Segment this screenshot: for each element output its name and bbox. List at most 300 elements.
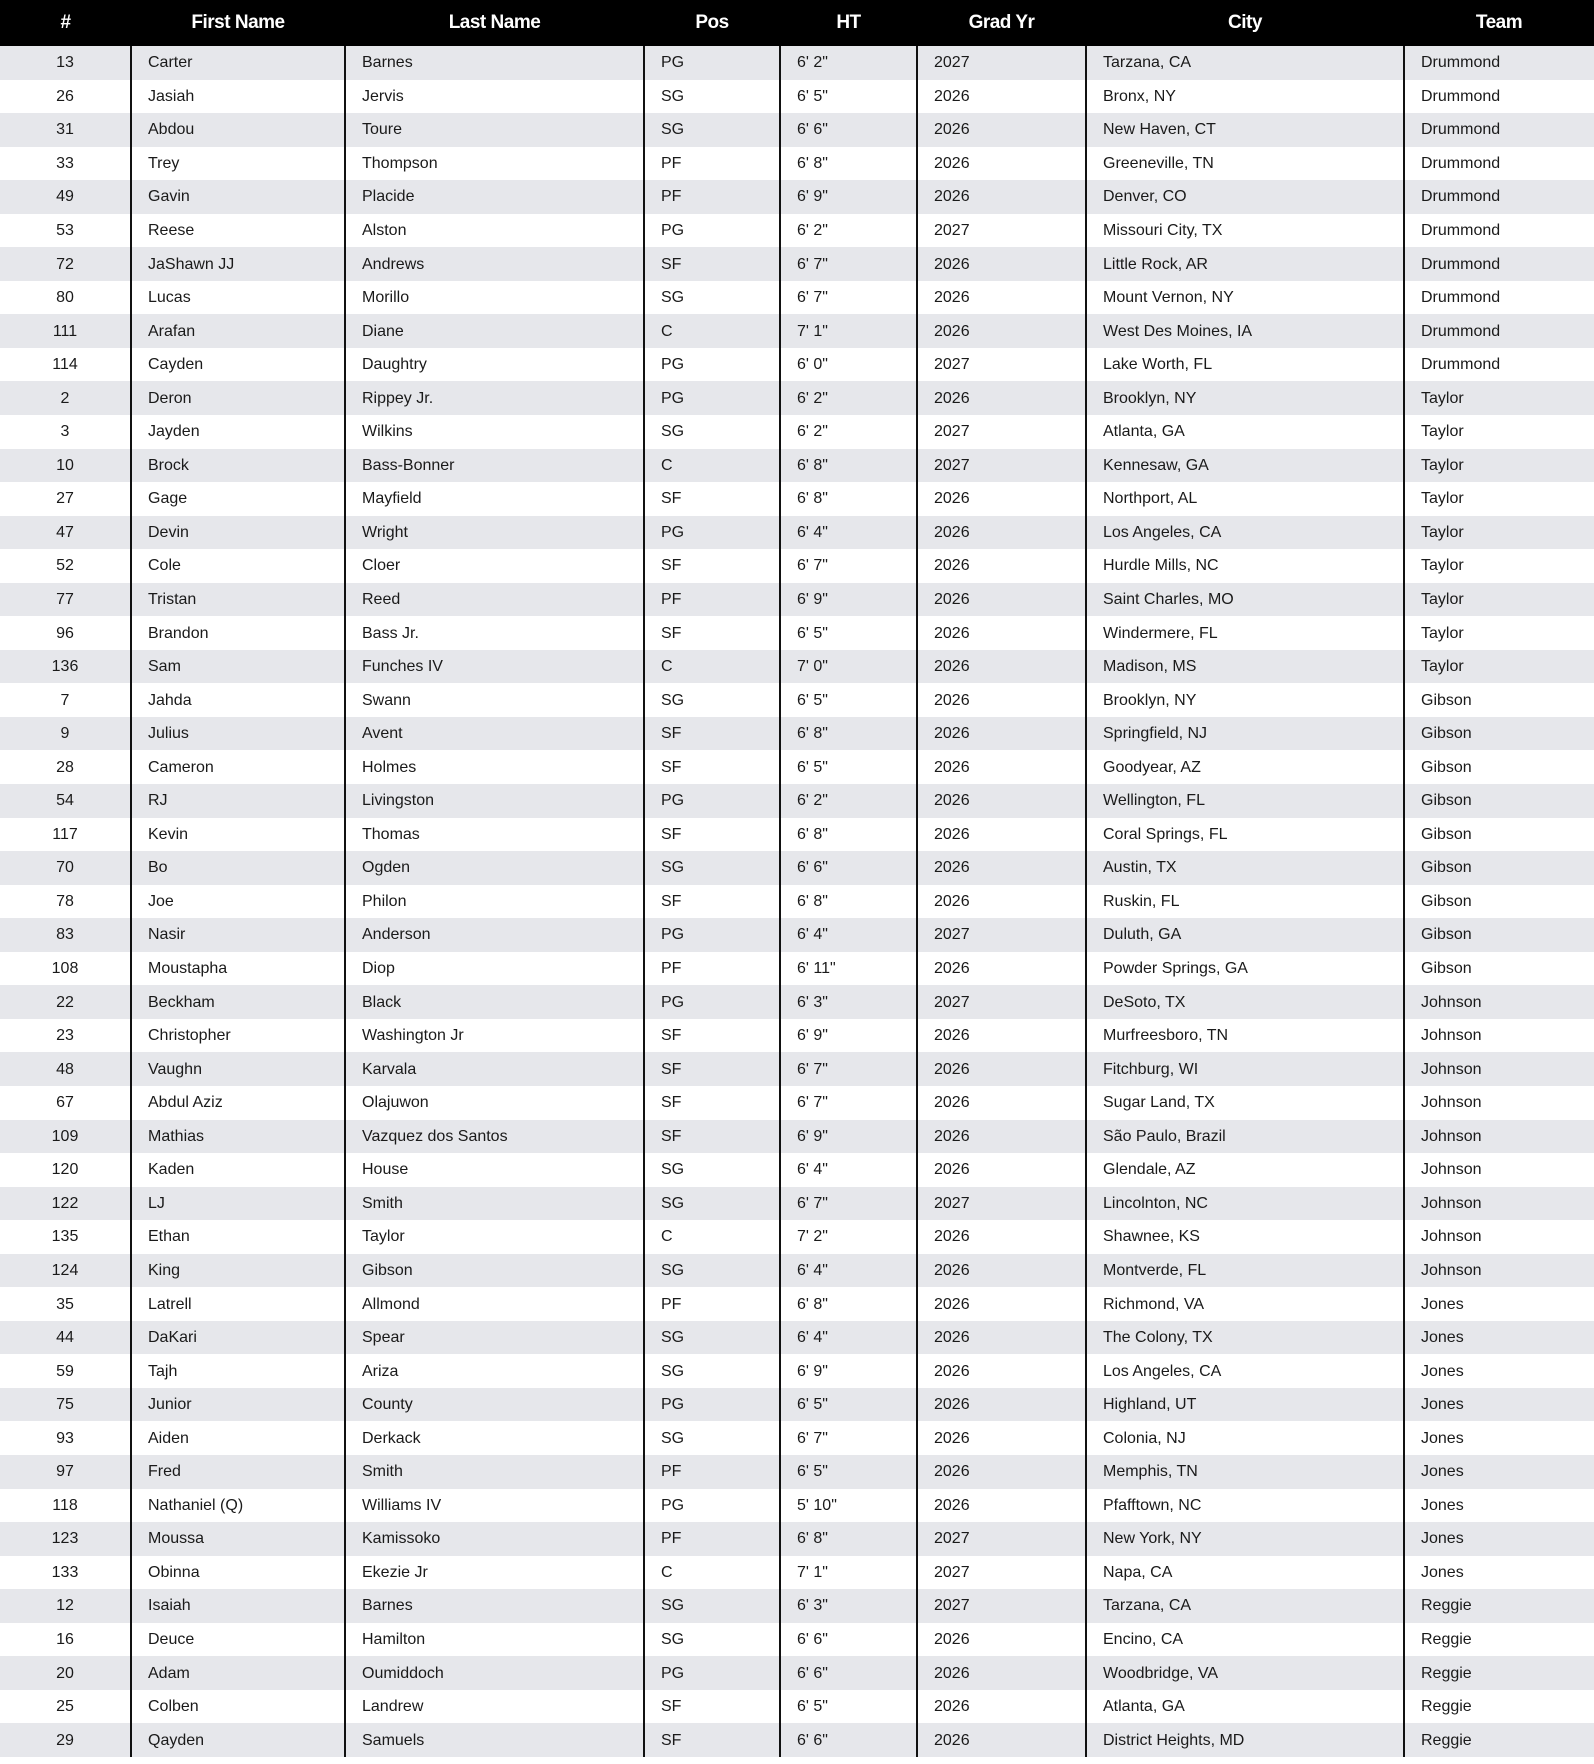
cell-first-name: Nathaniel (Q) [131, 1489, 345, 1523]
cell-city: Sugar Land, TX [1086, 1086, 1404, 1120]
cell-city: Northport, AL [1086, 482, 1404, 516]
cell-first-name: Jahda [131, 683, 345, 717]
cell-height: 6' 9" [780, 583, 917, 617]
cell-city: Missouri City, TX [1086, 214, 1404, 248]
cell-grad-year: 2026 [917, 1354, 1086, 1388]
cell-team: Taylor [1421, 557, 1464, 575]
cell-first-name: Gavin [131, 180, 345, 214]
table-row [0, 1153, 1594, 1187]
cell-grad-year: 2026 [917, 147, 1086, 181]
cell-position: SG [644, 415, 780, 449]
cell-grad-year: 2027 [917, 1589, 1086, 1623]
cell-team: Gibson [1421, 792, 1472, 810]
cell-team: Johnson [1421, 1127, 1482, 1145]
cell-city: Powder Springs, GA [1086, 952, 1404, 986]
cell-grad-year: 2026 [917, 1254, 1086, 1288]
cell-city: Brooklyn, NY [1086, 683, 1404, 717]
cell-position: SG [644, 1589, 780, 1623]
cell-team: Taylor [1421, 523, 1464, 541]
cell-height: 6' 8" [780, 885, 917, 919]
cell-city: Mount Vernon, NY [1086, 281, 1404, 315]
cell-grad-year: 2027 [917, 1556, 1086, 1590]
cell-city: Saint Charles, MO [1086, 583, 1404, 617]
cell-position: PG [644, 46, 780, 80]
cell-number: 35 [0, 1287, 131, 1321]
cell-last-name: Barnes [345, 46, 644, 80]
cell-last-name: Samuels [345, 1723, 644, 1757]
cell-team: Gibson [1421, 892, 1472, 910]
cell-team: Drummond [1421, 289, 1501, 307]
cell-team: Taylor [1421, 490, 1464, 508]
cell-first-name: Joe [131, 885, 345, 919]
table-row [0, 851, 1594, 885]
cell-number: 133 [0, 1556, 131, 1590]
cell-height: 6' 4" [780, 1153, 917, 1187]
table-row [0, 1421, 1594, 1455]
cell-last-name: Thomas [345, 818, 644, 852]
cell-position: SF [644, 1019, 780, 1053]
cell-number: 135 [0, 1220, 131, 1254]
header-last-name[interactable]: Last Name [448, 12, 541, 33]
cell-grad-year: 2026 [917, 113, 1086, 147]
cell-height: 6' 5" [780, 616, 917, 650]
cell-position: SG [644, 1354, 780, 1388]
cell-city: Springfield, NJ [1086, 717, 1404, 751]
cell-last-name: Vazquez dos Santos [345, 1120, 644, 1154]
cell-team: Reggie [1421, 1698, 1472, 1716]
cell-position: SF [644, 549, 780, 583]
cell-height: 6' 4" [780, 918, 917, 952]
cell-team: Johnson [1421, 1027, 1482, 1045]
cell-team: Drummond [1421, 356, 1501, 374]
cell-city: Woodbridge, VA [1086, 1656, 1404, 1690]
cell-position: PF [644, 180, 780, 214]
cell-last-name: Andrews [345, 247, 644, 281]
cell-last-name: Diop [345, 952, 644, 986]
cell-height: 6' 7" [780, 1421, 917, 1455]
cell-grad-year: 2026 [917, 1287, 1086, 1321]
cell-team: Jones [1421, 1530, 1464, 1548]
cell-last-name: Placide [345, 180, 644, 214]
cell-team: Jones [1421, 1362, 1464, 1380]
cell-height: 7' 2" [780, 1220, 917, 1254]
cell-position: SG [644, 1153, 780, 1187]
cell-first-name: Beckham [131, 985, 345, 1019]
cell-city: New Haven, CT [1086, 113, 1404, 147]
cell-team: Drummond [1421, 154, 1501, 172]
cell-position: PG [644, 918, 780, 952]
cell-last-name: House [345, 1153, 644, 1187]
cell-city: São Paulo, Brazil [1086, 1120, 1404, 1154]
cell-team: Johnson [1421, 1194, 1482, 1212]
cell-last-name: Alston [345, 214, 644, 248]
cell-city: Wellington, FL [1086, 784, 1404, 818]
cell-team: Taylor [1421, 658, 1464, 676]
cell-height: 6' 11" [780, 952, 917, 986]
cell-city: Lincolnton, NC [1086, 1187, 1404, 1221]
table-row [0, 1052, 1594, 1086]
cell-number: 9 [0, 717, 131, 751]
cell-position: SF [644, 885, 780, 919]
cell-number: 59 [0, 1354, 131, 1388]
roster-body [0, 46, 1594, 1757]
cell-team: Jones [1421, 1496, 1464, 1514]
cell-grad-year: 2026 [917, 1623, 1086, 1657]
header-first-name[interactable]: First Name [191, 12, 285, 33]
cell-number: 3 [0, 415, 131, 449]
cell-last-name: Ariza [345, 1354, 644, 1388]
cell-grad-year: 2026 [917, 1120, 1086, 1154]
cell-number: 80 [0, 281, 131, 315]
table-row [0, 516, 1594, 550]
cell-last-name: Daughtry [345, 348, 644, 382]
cell-first-name: Fred [131, 1455, 345, 1489]
cell-team: Taylor [1421, 624, 1464, 642]
cell-grad-year: 2026 [917, 180, 1086, 214]
cell-grad-year: 2026 [917, 616, 1086, 650]
cell-number: 118 [0, 1489, 131, 1523]
cell-last-name: Rippey Jr. [345, 381, 644, 415]
cell-position: PG [644, 1388, 780, 1422]
table-row [0, 1556, 1594, 1590]
cell-last-name: Holmes [345, 750, 644, 784]
cell-number: 124 [0, 1254, 131, 1288]
cell-number: 123 [0, 1522, 131, 1556]
cell-last-name: Ekezie Jr [345, 1556, 644, 1590]
table-row [0, 985, 1594, 1019]
cell-grad-year: 2026 [917, 1086, 1086, 1120]
cell-last-name: Reed [345, 583, 644, 617]
cell-team: Drummond [1421, 222, 1501, 239]
table-row [0, 281, 1594, 315]
cell-number: 120 [0, 1153, 131, 1187]
cell-first-name: Moustapha [131, 952, 345, 986]
cell-number: 114 [0, 348, 131, 382]
cell-number: 78 [0, 885, 131, 919]
cell-number: 47 [0, 516, 131, 550]
cell-number: 117 [0, 818, 131, 852]
cell-number: 122 [0, 1187, 131, 1221]
cell-last-name: Landrew [345, 1690, 644, 1724]
table-row [0, 449, 1594, 483]
cell-first-name: Ethan [131, 1220, 345, 1254]
cell-position: SG [644, 1421, 780, 1455]
table-row [0, 147, 1594, 181]
cell-number: 97 [0, 1455, 131, 1489]
table-row [0, 1589, 1594, 1623]
cell-position: PG [644, 1489, 780, 1523]
table-row [0, 784, 1594, 818]
cell-team: Johnson [1421, 1094, 1482, 1112]
cell-grad-year: 2026 [917, 818, 1086, 852]
cell-position: PF [644, 1455, 780, 1489]
cell-position: SF [644, 616, 780, 650]
cell-first-name: Tristan [131, 583, 345, 617]
cell-position: SG [644, 281, 780, 315]
cell-number: 10 [0, 449, 131, 483]
cell-city: Austin, TX [1086, 851, 1404, 885]
cell-grad-year: 2026 [917, 1489, 1086, 1523]
cell-last-name: Jervis [345, 80, 644, 114]
cell-grad-year: 2026 [917, 885, 1086, 919]
table-row [0, 381, 1594, 415]
cell-height: 6' 7" [780, 247, 917, 281]
cell-first-name: RJ [131, 784, 345, 818]
cell-height: 6' 7" [780, 1187, 917, 1221]
table-row [0, 616, 1594, 650]
table-row [0, 247, 1594, 281]
cell-position: C [644, 1556, 780, 1590]
cell-height: 6' 7" [780, 549, 917, 583]
cell-last-name: Black [345, 985, 644, 1019]
cell-city: Windermere, FL [1086, 616, 1404, 650]
cell-first-name: Kaden [131, 1153, 345, 1187]
cell-height: 6' 4" [780, 1321, 917, 1355]
cell-first-name: Moussa [131, 1522, 345, 1556]
cell-first-name: Lucas [131, 281, 345, 315]
table-row [0, 650, 1594, 684]
cell-team: Jones [1421, 1396, 1464, 1414]
cell-last-name: Avent [345, 717, 644, 751]
cell-grad-year: 2026 [917, 1220, 1086, 1254]
cell-last-name: Wilkins [345, 415, 644, 449]
cell-grad-year: 2026 [917, 80, 1086, 114]
table-header-row [0, 0, 1594, 46]
cell-last-name: Cloer [345, 549, 644, 583]
cell-height: 6' 5" [780, 683, 917, 717]
cell-city: Memphis, TN [1086, 1455, 1404, 1489]
cell-height: 6' 8" [780, 449, 917, 483]
cell-position: PF [644, 1522, 780, 1556]
cell-number: 72 [0, 247, 131, 281]
cell-height: 6' 8" [780, 818, 917, 852]
cell-city: Tarzana, CA [1086, 1589, 1404, 1623]
cell-height: 6' 2" [780, 214, 917, 248]
cell-height: 6' 6" [780, 113, 917, 147]
header-team[interactable]: Team [1475, 12, 1523, 33]
cell-last-name: Swann [345, 683, 644, 717]
cell-height: 6' 2" [780, 784, 917, 818]
table-row [0, 348, 1594, 382]
cell-city: Atlanta, GA [1086, 415, 1404, 449]
cell-height: 6' 4" [780, 1254, 917, 1288]
cell-position: C [644, 1220, 780, 1254]
cell-grad-year: 2027 [917, 214, 1086, 248]
cell-first-name: Adam [131, 1656, 345, 1690]
cell-city: Pfafftown, NC [1086, 1489, 1404, 1523]
cell-number: 83 [0, 918, 131, 952]
cell-height: 6' 9" [780, 180, 917, 214]
table-row [0, 717, 1594, 751]
table-row [0, 46, 1594, 80]
cell-position: SF [644, 1723, 780, 1757]
cell-height: 5' 10" [780, 1489, 917, 1523]
cell-last-name: Taylor [345, 1220, 644, 1254]
cell-first-name: LJ [131, 1187, 345, 1221]
cell-first-name: Cameron [131, 750, 345, 784]
cell-team: Gibson [1421, 960, 1472, 978]
cell-first-name: Abdul Aziz [131, 1086, 345, 1120]
cell-position: SG [644, 1321, 780, 1355]
table-row [0, 180, 1594, 214]
cell-team: Taylor [1421, 389, 1464, 407]
cell-first-name: Kevin [131, 818, 345, 852]
cell-team: Reggie [1421, 1597, 1472, 1615]
cell-last-name: Mayfield [345, 482, 644, 516]
cell-team: Gibson [1421, 725, 1472, 743]
cell-height: 7' 1" [780, 1556, 917, 1590]
cell-city: Montverde, FL [1086, 1254, 1404, 1288]
cell-position: PG [644, 985, 780, 1019]
cell-number: 48 [0, 1052, 131, 1086]
cell-first-name: Devin [131, 516, 345, 550]
cell-number: 27 [0, 482, 131, 516]
cell-city: Shawnee, KS [1086, 1220, 1404, 1254]
cell-grad-year: 2026 [917, 549, 1086, 583]
cell-last-name: Hamilton [345, 1623, 644, 1657]
cell-last-name: Barnes [345, 1589, 644, 1623]
table-row [0, 1321, 1594, 1355]
cell-position: PG [644, 348, 780, 382]
cell-grad-year: 2026 [917, 583, 1086, 617]
cell-first-name: Isaiah [131, 1589, 345, 1623]
cell-number: 12 [0, 1589, 131, 1623]
cell-height: 6' 8" [780, 1287, 917, 1321]
cell-city: Colonia, NJ [1086, 1421, 1404, 1455]
cell-position: PG [644, 784, 780, 818]
table-row [0, 952, 1594, 986]
cell-city: Glendale, AZ [1086, 1153, 1404, 1187]
cell-team: Drummond [1421, 121, 1501, 139]
cell-first-name: DaKari [131, 1321, 345, 1355]
cell-city: Coral Springs, FL [1086, 818, 1404, 852]
cell-number: 44 [0, 1321, 131, 1355]
cell-grad-year: 2026 [917, 516, 1086, 550]
cell-grad-year: 2026 [917, 717, 1086, 751]
cell-number: 29 [0, 1723, 131, 1757]
cell-first-name: Cole [131, 549, 345, 583]
cell-height: 6' 4" [780, 516, 917, 550]
cell-number: 26 [0, 80, 131, 114]
cell-grad-year: 2026 [917, 1153, 1086, 1187]
cell-height: 6' 7" [780, 1052, 917, 1086]
cell-position: PG [644, 214, 780, 248]
cell-number: 13 [0, 46, 131, 80]
cell-city: Lake Worth, FL [1086, 348, 1404, 382]
header-position[interactable]: Pos [695, 12, 729, 33]
table-row [0, 314, 1594, 348]
table-row [0, 1690, 1594, 1724]
cell-height: 6' 8" [780, 147, 917, 181]
cell-grad-year: 2026 [917, 1019, 1086, 1053]
cell-team: Jones [1421, 1295, 1464, 1313]
cell-city: West Des Moines, IA [1086, 314, 1404, 348]
cell-city: Fitchburg, WI [1086, 1052, 1404, 1086]
cell-first-name: Jayden [131, 415, 345, 449]
cell-position: SG [644, 1623, 780, 1657]
cell-last-name: Kamissoko [345, 1522, 644, 1556]
header-number[interactable]: # [60, 12, 71, 33]
cell-number: 67 [0, 1086, 131, 1120]
cell-number: 7 [0, 683, 131, 717]
table-row [0, 1623, 1594, 1657]
header-grad-year[interactable]: Grad Yr [968, 12, 1035, 33]
cell-number: 22 [0, 985, 131, 1019]
table-row [0, 918, 1594, 952]
cell-last-name: Anderson [345, 918, 644, 952]
cell-grad-year: 2027 [917, 1522, 1086, 1556]
cell-first-name: Deron [131, 381, 345, 415]
table-row [0, 214, 1594, 248]
cell-city: Brooklyn, NY [1086, 381, 1404, 415]
cell-number: 16 [0, 1623, 131, 1657]
cell-first-name: Gage [131, 482, 345, 516]
table-row [0, 1489, 1594, 1523]
cell-city: DeSoto, TX [1086, 985, 1404, 1019]
cell-team: Drummond [1421, 87, 1501, 105]
cell-city: Napa, CA [1086, 1556, 1404, 1590]
cell-team: Johnson [1421, 1228, 1482, 1246]
cell-height: 6' 7" [780, 1086, 917, 1120]
cell-grad-year: 2027 [917, 1187, 1086, 1221]
cell-number: 2 [0, 381, 131, 415]
cell-first-name: Obinna [131, 1556, 345, 1590]
cell-last-name: Williams IV [345, 1489, 644, 1523]
cell-position: SF [644, 750, 780, 784]
cell-team: Johnson [1421, 1060, 1482, 1078]
cell-team: Gibson [1421, 926, 1472, 944]
cell-position: SG [644, 851, 780, 885]
cell-height: 6' 6" [780, 1723, 917, 1757]
cell-number: 96 [0, 616, 131, 650]
cell-height: 6' 3" [780, 1589, 917, 1623]
cell-last-name: Diane [345, 314, 644, 348]
cell-first-name: Vaughn [131, 1052, 345, 1086]
header-city[interactable]: City [1228, 12, 1262, 33]
cell-position: PF [644, 952, 780, 986]
cell-grad-year: 2026 [917, 381, 1086, 415]
cell-team: Taylor [1421, 456, 1464, 474]
cell-first-name: Abdou [131, 113, 345, 147]
cell-team: Reggie [1421, 1731, 1472, 1749]
cell-grad-year: 2026 [917, 1421, 1086, 1455]
cell-first-name: Christopher [131, 1019, 345, 1053]
cell-number: 33 [0, 147, 131, 181]
cell-last-name: Funches IV [345, 650, 644, 684]
cell-position: C [644, 650, 780, 684]
cell-team: Johnson [1421, 1161, 1482, 1179]
cell-last-name: Morillo [345, 281, 644, 315]
cell-first-name: Qayden [131, 1723, 345, 1757]
table-row [0, 113, 1594, 147]
cell-last-name: Ogden [345, 851, 644, 885]
cell-first-name: Jasiah [131, 80, 345, 114]
cell-last-name: Gibson [345, 1254, 644, 1288]
header-height[interactable]: HT [836, 12, 861, 33]
cell-position: PG [644, 1656, 780, 1690]
cell-last-name: Allmond [345, 1287, 644, 1321]
cell-grad-year: 2026 [917, 650, 1086, 684]
cell-height: 6' 5" [780, 1455, 917, 1489]
cell-team: Drummond [1421, 322, 1501, 340]
cell-team: Taylor [1421, 591, 1464, 609]
table-row [0, 482, 1594, 516]
cell-team: Jones [1421, 1563, 1464, 1581]
table-row [0, 750, 1594, 784]
cell-number: 54 [0, 784, 131, 818]
cell-number: 20 [0, 1656, 131, 1690]
cell-grad-year: 2026 [917, 1321, 1086, 1355]
